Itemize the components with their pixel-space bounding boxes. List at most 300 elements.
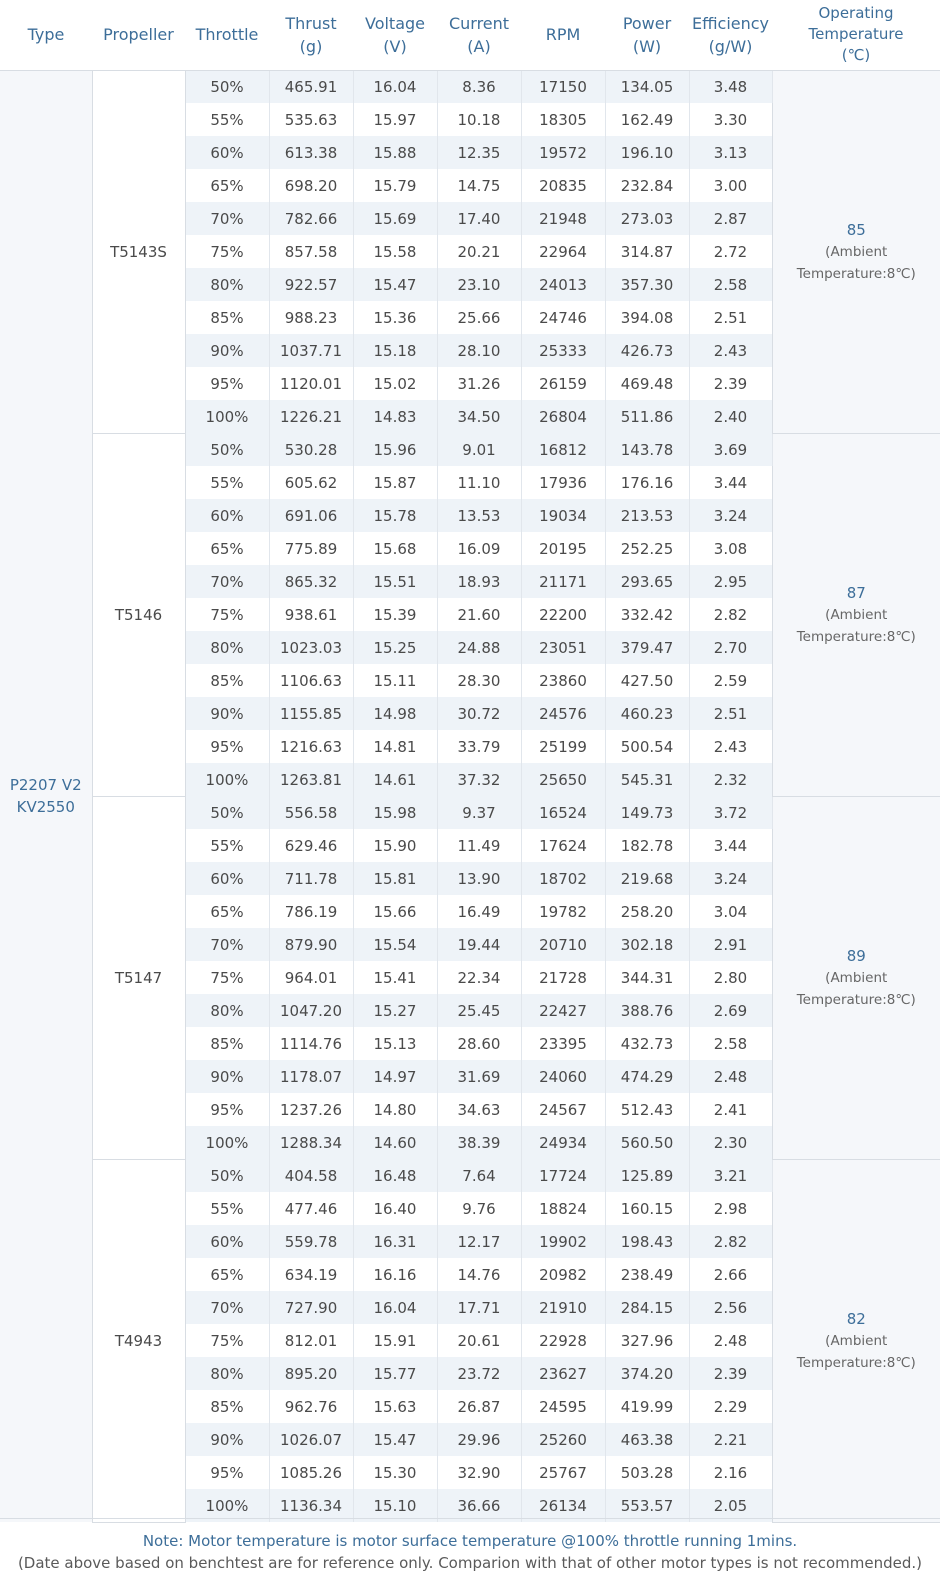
rpm-cell: 18305	[521, 103, 605, 136]
power-cell: 357.30	[605, 268, 689, 301]
efficiency-cell: 2.66	[689, 1258, 772, 1291]
throttle-cell: 90%	[185, 1060, 269, 1093]
header-efficiency-label: Efficiency	[691, 13, 770, 33]
motor-type-cell	[0, 70, 92, 1522]
efficiency-cell: 2.39	[689, 1357, 772, 1390]
power-cell: 143.78	[605, 433, 689, 466]
table-row	[0, 433, 940, 466]
current-cell: 29.96	[437, 1423, 521, 1456]
power-cell: 463.38	[605, 1423, 689, 1456]
throttle-cell: 90%	[185, 1423, 269, 1456]
rpm-cell: 17150	[521, 70, 605, 103]
table-row	[0, 70, 940, 103]
power-cell: 125.89	[605, 1159, 689, 1192]
rpm-cell: 25199	[521, 730, 605, 763]
current-cell: 25.66	[437, 301, 521, 334]
header-temperature-label-2: Temperature	[808, 25, 904, 44]
throttle-cell: 50%	[185, 70, 269, 103]
temperature-value: 87	[846, 583, 866, 602]
efficiency-cell: 3.21	[689, 1159, 772, 1192]
efficiency-cell: 2.69	[689, 994, 772, 1027]
voltage-cell: 16.48	[353, 1159, 437, 1192]
throttle-cell: 80%	[185, 1357, 269, 1390]
throttle-cell: 80%	[185, 268, 269, 301]
power-cell: 394.08	[605, 301, 689, 334]
voltage-cell: 15.54	[353, 928, 437, 961]
thrust-cell: 1136.34	[269, 1489, 353, 1522]
temperature-value: 85	[846, 220, 866, 239]
efficiency-cell: 2.59	[689, 664, 772, 697]
propeller-cell: T5147	[92, 796, 185, 1159]
throttle-cell: 100%	[185, 1489, 269, 1522]
ambient-note: (Ambient	[825, 606, 888, 623]
current-cell: 28.60	[437, 1027, 521, 1060]
efficiency-cell: 2.70	[689, 631, 772, 664]
voltage-cell: 15.88	[353, 136, 437, 169]
thrust-cell: 812.01	[269, 1324, 353, 1357]
rpm-cell: 21171	[521, 565, 605, 598]
ambient-note: (Ambient	[825, 969, 888, 986]
current-cell: 23.72	[437, 1357, 521, 1390]
power-cell: 511.86	[605, 400, 689, 433]
throttle-cell: 55%	[185, 466, 269, 499]
thrust-cell: 775.89	[269, 532, 353, 565]
rpm-cell: 24576	[521, 697, 605, 730]
rpm-cell: 16812	[521, 433, 605, 466]
efficiency-cell: 2.21	[689, 1423, 772, 1456]
voltage-cell: 15.47	[353, 1423, 437, 1456]
throttle-cell: 95%	[185, 730, 269, 763]
rpm-cell: 25260	[521, 1423, 605, 1456]
efficiency-cell: 2.58	[689, 1027, 772, 1060]
rpm-cell: 19782	[521, 895, 605, 928]
thrust-cell: 698.20	[269, 169, 353, 202]
thrust-cell: 1178.07	[269, 1060, 353, 1093]
throttle-cell: 95%	[185, 367, 269, 400]
propeller-cell: T5143S	[92, 70, 185, 433]
efficiency-cell: 2.51	[689, 301, 772, 334]
propeller-cell: T4943	[92, 1159, 185, 1522]
current-cell: 8.36	[437, 70, 521, 103]
rpm-cell: 22928	[521, 1324, 605, 1357]
voltage-cell: 15.10	[353, 1489, 437, 1522]
rpm-cell: 24746	[521, 301, 605, 334]
throttle-cell: 50%	[185, 433, 269, 466]
throttle-cell: 75%	[185, 961, 269, 994]
header-type-label: Type	[27, 25, 65, 45]
thrust-cell: 1155.85	[269, 697, 353, 730]
current-cell: 14.76	[437, 1258, 521, 1291]
throttle-cell: 100%	[185, 763, 269, 796]
thrust-cell: 711.78	[269, 862, 353, 895]
power-cell: 512.43	[605, 1093, 689, 1126]
efficiency-cell: 2.30	[689, 1126, 772, 1159]
current-cell: 26.87	[437, 1390, 521, 1423]
voltage-cell: 15.87	[353, 466, 437, 499]
motor-model: P2207 V2	[9, 776, 82, 795]
thrust-cell: 922.57	[269, 268, 353, 301]
power-cell: 344.31	[605, 961, 689, 994]
current-cell: 17.71	[437, 1291, 521, 1324]
rpm-cell: 24595	[521, 1390, 605, 1423]
efficiency-cell: 3.44	[689, 466, 772, 499]
power-cell: 553.57	[605, 1489, 689, 1522]
efficiency-cell: 2.51	[689, 697, 772, 730]
throttle-cell: 50%	[185, 796, 269, 829]
thrust-cell: 1226.21	[269, 400, 353, 433]
power-cell: 252.25	[605, 532, 689, 565]
power-cell: 293.65	[605, 565, 689, 598]
throttle-cell: 55%	[185, 103, 269, 136]
power-cell: 213.53	[605, 499, 689, 532]
operating-temperature-cell	[772, 1159, 940, 1522]
efficiency-cell: 2.72	[689, 235, 772, 268]
voltage-cell: 15.30	[353, 1456, 437, 1489]
propeller-cell: T5146	[92, 433, 185, 796]
header-voltage-label: Voltage	[364, 13, 425, 33]
thrust-cell: 782.66	[269, 202, 353, 235]
thrust-cell: 938.61	[269, 598, 353, 631]
voltage-cell: 15.47	[353, 268, 437, 301]
efficiency-cell: 3.04	[689, 895, 772, 928]
efficiency-cell: 2.56	[689, 1291, 772, 1324]
thrust-cell: 634.19	[269, 1258, 353, 1291]
thrust-cell: 477.46	[269, 1192, 353, 1225]
efficiency-cell: 2.80	[689, 961, 772, 994]
throttle-cell: 90%	[185, 697, 269, 730]
efficiency-cell: 3.44	[689, 829, 772, 862]
current-cell: 32.90	[437, 1456, 521, 1489]
current-cell: 16.49	[437, 895, 521, 928]
current-cell: 31.26	[437, 367, 521, 400]
voltage-cell: 15.36	[353, 301, 437, 334]
current-cell: 10.18	[437, 103, 521, 136]
power-cell: 460.23	[605, 697, 689, 730]
rpm-cell: 17936	[521, 466, 605, 499]
voltage-cell: 14.60	[353, 1126, 437, 1159]
power-cell: 379.47	[605, 631, 689, 664]
efficiency-cell: 2.40	[689, 400, 772, 433]
voltage-cell: 15.78	[353, 499, 437, 532]
header-throttle	[185, 0, 269, 70]
header-row	[0, 0, 940, 70]
efficiency-cell: 2.43	[689, 334, 772, 367]
power-cell: 284.15	[605, 1291, 689, 1324]
rpm-cell: 25650	[521, 763, 605, 796]
rpm-cell: 17624	[521, 829, 605, 862]
power-cell: 500.54	[605, 730, 689, 763]
rpm-cell: 22427	[521, 994, 605, 1027]
current-cell: 7.64	[437, 1159, 521, 1192]
throttle-cell: 65%	[185, 1258, 269, 1291]
thrust-cell: 613.38	[269, 136, 353, 169]
power-cell: 427.50	[605, 664, 689, 697]
voltage-cell: 15.66	[353, 895, 437, 928]
rpm-cell: 16524	[521, 796, 605, 829]
rpm-cell: 18702	[521, 862, 605, 895]
voltage-cell: 15.97	[353, 103, 437, 136]
current-cell: 12.35	[437, 136, 521, 169]
throttle-cell: 65%	[185, 169, 269, 202]
current-cell: 12.17	[437, 1225, 521, 1258]
rpm-cell: 25333	[521, 334, 605, 367]
rpm-cell: 24013	[521, 268, 605, 301]
header-current-unit: (A)	[467, 36, 491, 56]
throttle-cell: 70%	[185, 1291, 269, 1324]
efficiency-cell: 3.30	[689, 103, 772, 136]
power-cell: 238.49	[605, 1258, 689, 1291]
rpm-cell: 20195	[521, 532, 605, 565]
current-cell: 20.21	[437, 235, 521, 268]
current-cell: 9.01	[437, 433, 521, 466]
current-cell: 19.44	[437, 928, 521, 961]
throttle-cell: 80%	[185, 631, 269, 664]
thrust-cell: 988.23	[269, 301, 353, 334]
operating-temperature-cell	[772, 433, 940, 796]
power-cell: 474.29	[605, 1060, 689, 1093]
voltage-cell: 15.96	[353, 433, 437, 466]
header-efficiency	[689, 0, 772, 70]
voltage-cell: 16.16	[353, 1258, 437, 1291]
voltage-cell: 15.68	[353, 532, 437, 565]
thrust-cell: 879.90	[269, 928, 353, 961]
throttle-cell: 85%	[185, 301, 269, 334]
current-cell: 13.90	[437, 862, 521, 895]
efficiency-cell: 3.48	[689, 70, 772, 103]
power-cell: 134.05	[605, 70, 689, 103]
power-cell: 560.50	[605, 1126, 689, 1159]
header-thrust	[269, 0, 353, 70]
voltage-cell: 15.98	[353, 796, 437, 829]
throttle-cell: 70%	[185, 202, 269, 235]
rpm-cell: 24060	[521, 1060, 605, 1093]
power-cell: 374.20	[605, 1357, 689, 1390]
rpm-cell: 21910	[521, 1291, 605, 1324]
rpm-cell: 23860	[521, 664, 605, 697]
operating-temperature-cell	[772, 796, 940, 1159]
thrust-cell: 559.78	[269, 1225, 353, 1258]
power-cell: 196.10	[605, 136, 689, 169]
power-cell: 198.43	[605, 1225, 689, 1258]
current-cell: 30.72	[437, 697, 521, 730]
thrust-cell: 691.06	[269, 499, 353, 532]
throttle-cell: 80%	[185, 994, 269, 1027]
voltage-cell: 15.39	[353, 598, 437, 631]
header-efficiency-unit: (g/W)	[708, 36, 753, 56]
power-cell: 432.73	[605, 1027, 689, 1060]
voltage-cell: 15.91	[353, 1324, 437, 1357]
header-current	[437, 0, 521, 70]
throttle-cell: 60%	[185, 499, 269, 532]
operating-temperature-cell	[772, 70, 940, 433]
current-cell: 33.79	[437, 730, 521, 763]
temperature-value: 89	[846, 946, 866, 965]
thrust-cell: 629.46	[269, 829, 353, 862]
power-cell: 388.76	[605, 994, 689, 1027]
current-cell: 13.53	[437, 499, 521, 532]
power-cell: 545.31	[605, 763, 689, 796]
header-current-label: Current	[448, 13, 510, 33]
thrust-cell: 1085.26	[269, 1456, 353, 1489]
current-cell: 16.09	[437, 532, 521, 565]
efficiency-cell: 2.43	[689, 730, 772, 763]
footer-note: Note: Motor temperature is motor surface temperature @100% throttle running 1mins.	[142, 1532, 798, 1550]
thrust-cell: 1106.63	[269, 664, 353, 697]
efficiency-cell: 2.48	[689, 1324, 772, 1357]
voltage-cell: 16.31	[353, 1225, 437, 1258]
efficiency-cell: 3.00	[689, 169, 772, 202]
efficiency-cell: 3.24	[689, 862, 772, 895]
thrust-cell: 1237.26	[269, 1093, 353, 1126]
rpm-cell: 18824	[521, 1192, 605, 1225]
power-cell: 232.84	[605, 169, 689, 202]
current-cell: 31.69	[437, 1060, 521, 1093]
rpm-cell: 24567	[521, 1093, 605, 1126]
thrust-cell: 605.62	[269, 466, 353, 499]
current-cell: 22.34	[437, 961, 521, 994]
efficiency-cell: 2.16	[689, 1456, 772, 1489]
throttle-cell: 65%	[185, 532, 269, 565]
throttle-cell: 65%	[185, 895, 269, 928]
thrust-cell: 530.28	[269, 433, 353, 466]
voltage-cell: 15.58	[353, 235, 437, 268]
rpm-cell: 21948	[521, 202, 605, 235]
current-cell: 18.93	[437, 565, 521, 598]
header-thrust-unit: (g)	[299, 36, 323, 56]
voltage-cell: 15.27	[353, 994, 437, 1027]
thrust-cell: 465.91	[269, 70, 353, 103]
current-cell: 24.88	[437, 631, 521, 664]
voltage-cell: 14.61	[353, 763, 437, 796]
efficiency-cell: 2.87	[689, 202, 772, 235]
current-cell: 9.76	[437, 1192, 521, 1225]
efficiency-cell: 3.08	[689, 532, 772, 565]
thrust-cell: 962.76	[269, 1390, 353, 1423]
rpm-cell: 19034	[521, 499, 605, 532]
efficiency-cell: 2.41	[689, 1093, 772, 1126]
efficiency-cell: 2.58	[689, 268, 772, 301]
current-cell: 28.10	[437, 334, 521, 367]
efficiency-cell: 2.39	[689, 367, 772, 400]
header-voltage-unit: (V)	[383, 36, 407, 56]
voltage-cell: 15.25	[353, 631, 437, 664]
throttle-cell: 50%	[185, 1159, 269, 1192]
throttle-cell: 60%	[185, 136, 269, 169]
throttle-cell: 100%	[185, 400, 269, 433]
table-row	[0, 796, 940, 829]
efficiency-cell: 2.91	[689, 928, 772, 961]
rpm-cell: 26134	[521, 1489, 605, 1522]
header-rpm	[521, 0, 605, 70]
current-cell: 36.66	[437, 1489, 521, 1522]
rpm-cell: 17724	[521, 1159, 605, 1192]
thrust-cell: 1216.63	[269, 730, 353, 763]
header-type	[0, 0, 92, 70]
power-cell: 503.28	[605, 1456, 689, 1489]
header-voltage	[353, 0, 437, 70]
header-temperature-unit: (℃)	[841, 46, 871, 65]
power-cell: 219.68	[605, 862, 689, 895]
current-cell: 11.49	[437, 829, 521, 862]
efficiency-cell: 2.32	[689, 763, 772, 796]
throttle-cell: 55%	[185, 829, 269, 862]
thrust-cell: 964.01	[269, 961, 353, 994]
efficiency-cell: 2.98	[689, 1192, 772, 1225]
voltage-cell: 16.40	[353, 1192, 437, 1225]
header-rpm-label: RPM	[545, 25, 581, 45]
ambient-temperature-note: Temperature:8℃)	[796, 628, 916, 645]
voltage-cell: 15.18	[353, 334, 437, 367]
header-power	[605, 0, 689, 70]
current-cell: 25.45	[437, 994, 521, 1027]
thrust-cell: 786.19	[269, 895, 353, 928]
thrust-cell: 535.63	[269, 103, 353, 136]
efficiency-cell: 3.72	[689, 796, 772, 829]
table-row	[0, 1159, 940, 1192]
efficiency-cell: 3.24	[689, 499, 772, 532]
rpm-cell: 23051	[521, 631, 605, 664]
voltage-cell: 15.63	[353, 1390, 437, 1423]
voltage-cell: 15.51	[353, 565, 437, 598]
footer-notes	[0, 1518, 940, 1584]
current-cell: 14.75	[437, 169, 521, 202]
throttle-cell: 70%	[185, 928, 269, 961]
ambient-note: (Ambient	[825, 243, 888, 260]
current-cell: 21.60	[437, 598, 521, 631]
voltage-cell: 15.41	[353, 961, 437, 994]
ambient-temperature-note: Temperature:8℃)	[796, 1354, 916, 1371]
throttle-cell: 85%	[185, 664, 269, 697]
table-header	[0, 0, 940, 70]
throttle-cell: 90%	[185, 334, 269, 367]
rpm-cell: 25767	[521, 1456, 605, 1489]
voltage-cell: 15.79	[353, 169, 437, 202]
throttle-cell: 75%	[185, 235, 269, 268]
rpm-cell: 20835	[521, 169, 605, 202]
current-cell: 17.40	[437, 202, 521, 235]
thrust-cell: 1288.34	[269, 1126, 353, 1159]
voltage-cell: 14.81	[353, 730, 437, 763]
voltage-cell: 15.02	[353, 367, 437, 400]
rpm-cell: 22964	[521, 235, 605, 268]
header-power-unit: (W)	[632, 36, 662, 56]
rpm-cell: 24934	[521, 1126, 605, 1159]
power-cell: 469.48	[605, 367, 689, 400]
throttle-cell: 85%	[185, 1027, 269, 1060]
throttle-cell: 60%	[185, 1225, 269, 1258]
thrust-cell: 556.58	[269, 796, 353, 829]
thrust-cell: 1047.20	[269, 994, 353, 1027]
rpm-cell: 19572	[521, 136, 605, 169]
efficiency-cell: 3.13	[689, 136, 772, 169]
voltage-cell: 15.13	[353, 1027, 437, 1060]
power-cell: 182.78	[605, 829, 689, 862]
voltage-cell: 15.11	[353, 664, 437, 697]
current-cell: 34.63	[437, 1093, 521, 1126]
current-cell: 28.30	[437, 664, 521, 697]
thrust-cell: 1026.07	[269, 1423, 353, 1456]
voltage-cell: 14.98	[353, 697, 437, 730]
power-cell: 273.03	[605, 202, 689, 235]
thrust-cell: 404.58	[269, 1159, 353, 1192]
thrust-cell: 1114.76	[269, 1027, 353, 1060]
rpm-cell: 19902	[521, 1225, 605, 1258]
power-cell: 302.18	[605, 928, 689, 961]
voltage-cell: 15.81	[353, 862, 437, 895]
ambient-temperature-note: Temperature:8℃)	[796, 991, 916, 1008]
current-cell: 11.10	[437, 466, 521, 499]
efficiency-cell: 2.48	[689, 1060, 772, 1093]
